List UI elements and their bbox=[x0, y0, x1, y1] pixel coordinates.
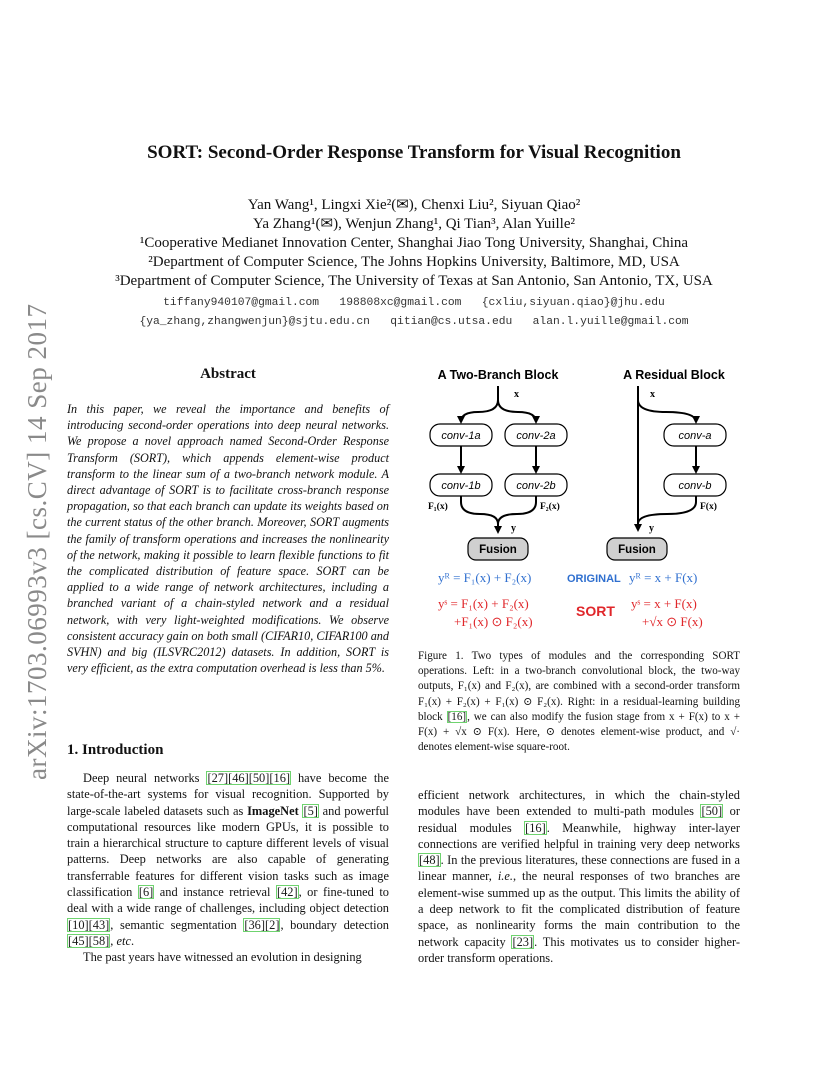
conv-1b-label: conv-1b bbox=[441, 480, 481, 492]
intro-body bbox=[67, 770, 389, 966]
citation-link[interactable]: [42] bbox=[276, 885, 298, 900]
email-line-2: {ya_zhang,zhangwenjun}@sjtu.edu.cn qitian@cs.utsa.edu alan.l.yuille@gmail.com bbox=[139, 316, 689, 328]
fx-label: F(x) bbox=[700, 502, 717, 512]
citation-link[interactable]: [36][2] bbox=[244, 917, 280, 932]
conv-2a-label: conv-2a bbox=[516, 430, 556, 442]
fig-left-input-x: x bbox=[514, 389, 519, 400]
fig-left-title: A Two-Branch Block bbox=[437, 368, 559, 382]
conv-a-label: conv-a bbox=[678, 430, 712, 442]
figure-1-diagram bbox=[416, 360, 746, 640]
intro-paragraph-1: Deep neural networks [27][46][50][16] have become the state-of-the-art systems for visual recognition. Supported by large-scale labeled datasets such as ImageNet [5] and powerful computational resources like modern GPUs, it is possible to train a hierarchical structure to capture different levels of visual patterns. Deep networks are also capable of generating transferrable features for different vision tasks such as image classification [6] and instance retrieval [42], or fine-tuned to deal with a wide range of challenges, including object detection [10][43], semantic segmentation [36][2], boundary detection [45][58], etc. bbox=[67, 771, 389, 948]
section-heading-introduction: 1. Introduction bbox=[67, 742, 164, 758]
sort-label: SORT bbox=[576, 603, 615, 619]
author-line-1: Yan Wang¹, Lingxi Xie²(✉), Chenxi Liu², Siyuan Qiao² bbox=[247, 197, 581, 213]
citation-link[interactable]: [45][58] bbox=[68, 933, 110, 948]
figure-1-caption: Figure 1. Two types of modules and the corresponding SORT operations. Left: in a two-branch convolutional block, the two-way outputs, F₁(x) and F₂(x), are combined with a second-order transform F₁(x) + F₂(x) + F₁(x) ⊙ F₂(x). Right: in a residual-learning building block [16], we can also modify the fusion stage from x + F(x) to x + F(x) + √x ⊙ F(x). Here, ⊙ denotes element-wise product, and √· denotes element-wise square-root. bbox=[418, 650, 740, 754]
conv-b-label: conv-b bbox=[678, 480, 712, 492]
f1-label: F₁(x) bbox=[428, 502, 448, 512]
fusion-label-left: Fusion bbox=[479, 544, 517, 556]
abstract-text: In this paper, we reveal the importance and benefits of introducing second-order operations into deep neural networks. We propose a novel approach named Second-Order Response Transform (SORT), which appends element-wise product transform to the linear sum of a two-branch network module. A direct advantage of SORT is to facilitate cross-branch response propagation, so that each branch can update its weights based on the current status of the other branch. Moreover, SORT augments the family of transform operations and increases the nonlinearity of the network, making it possible to learn flexible functions to fit the complicated distribution of feature space. SORT can be applied to a wide range of network architectures, including a branched variant of a chain-styled network and a residual network, with very light-weighted modifications. We observe consistent accuracy gain on both small (CIFAR10, CIFAR100 and SVHN) and big (ILSVRC2012) datasets. In addition, SORT is very efficient, as the extra computation overhead is less than 5%. bbox=[67, 402, 389, 676]
abstract-heading: Abstract bbox=[200, 366, 256, 382]
equation-sort-two-branch-line1: yˢ = F₁(x) + F₂(x) bbox=[438, 596, 529, 611]
citation-link[interactable]: [16] bbox=[447, 710, 467, 723]
author-line-2: Ya Zhang¹(✉), Wenjun Zhang¹, Qi Tian³, Alan Yuille² bbox=[253, 216, 575, 232]
equation-sort-residual-line2: +√x ⊙ F(x) bbox=[642, 614, 703, 629]
f2-label: F₂(x) bbox=[540, 502, 560, 512]
fig-right-input-x: x bbox=[650, 389, 655, 400]
citation-link[interactable]: [10][43] bbox=[68, 917, 110, 932]
citation-link[interactable]: [23] bbox=[512, 934, 534, 949]
fig-right-output-y: y bbox=[649, 523, 654, 534]
equation-sort-residual-line1: yˢ = x + F(x) bbox=[631, 596, 697, 611]
right-column-body bbox=[418, 787, 740, 966]
citation-link[interactable]: [6] bbox=[138, 885, 154, 900]
arxiv-id: arXiv:1703.06993v3 [cs.CV] 14 Sep 2017 bbox=[22, 303, 52, 780]
conv-2b-label: conv-2b bbox=[516, 480, 556, 492]
equation-original-two-branch: yᴿ = F₁(x) + F₂(x) bbox=[438, 570, 532, 585]
citation-link[interactable]: [50] bbox=[701, 804, 723, 819]
intro-paragraph-2: The past years have witnessed an evolution in designing bbox=[83, 950, 362, 965]
citation-link[interactable]: [5] bbox=[303, 803, 318, 818]
equation-original-residual: yᴿ = x + F(x) bbox=[629, 570, 698, 585]
conv-1a-label: conv-1a bbox=[441, 430, 481, 442]
affiliation-1: ¹Cooperative Medianet Innovation Center, Shanghai Jiao Tong University, Shanghai, China bbox=[139, 235, 689, 251]
citation-link[interactable]: [16] bbox=[525, 820, 546, 835]
affiliation-3: ³Department of Computer Science, The University of Texas at San Antonio, San Antonio, TX, USA bbox=[115, 273, 713, 289]
citation-link[interactable]: [48] bbox=[419, 853, 440, 868]
citation-link[interactable]: [27][46][50][16] bbox=[207, 771, 291, 785]
affiliation-2: ²Department of Computer Science, The Johns Hopkins University, Baltimore, MD, USA bbox=[148, 254, 680, 270]
fig-left-output-y: y bbox=[511, 523, 516, 534]
right-paragraph: efficient network architectures, in which the chain-styled modules have been extended to multi-path modules [50] or residual modules [16]. Meanwhile, highway inter-layer connections are verified helpful in training very deep networks [48]. In the previous literatures, these connections are fused in a linear manner, i.e., the neural responses of two branches are element-wise summed up as the output. This limits the ability of a deep network to fit the complicated distribution of feature space, as nonlinearity forms the main contribution to the network capacity [23]. This motivates us to consider higher-order transform operations. bbox=[418, 788, 741, 965]
fig-right-title: A Residual Block bbox=[623, 368, 725, 382]
original-label: ORIGINAL bbox=[567, 573, 621, 585]
fusion-label-right: Fusion bbox=[618, 544, 656, 556]
email-line-1: tiffany940107@gmail.com 198808xc@gmail.com {cxliu,siyuan.qiao}@jhu.edu bbox=[163, 297, 665, 309]
equation-sort-two-branch-line2: +F₁(x) ⊙ F₂(x) bbox=[454, 614, 533, 629]
paper-title: SORT: Second-Order Response Transform for Visual Recognition bbox=[147, 142, 681, 163]
